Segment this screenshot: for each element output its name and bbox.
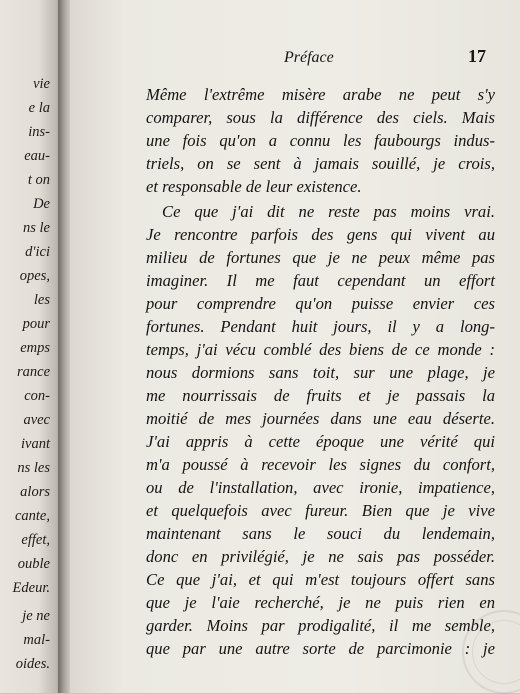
text-line: Ce que j'ai, et qui m'est toujours offert sans xyxy=(146,570,495,589)
text-line: pour comprendre qu'on puisse envier ces xyxy=(146,294,495,313)
left-fragment: t on xyxy=(27,172,50,188)
text-line: et quelquefois avec fureur. Bien que je vive xyxy=(146,501,495,520)
text-line: fortunes. Pendant huit jours, il y a long- xyxy=(146,317,495,336)
left-fragment: avec xyxy=(23,412,50,428)
text-line: moitié de mes journées dans une eau déserte. xyxy=(146,409,495,428)
left-fragment: ins- xyxy=(28,124,50,140)
left-fragment: alors xyxy=(20,484,50,500)
text-line: une fois qu'on a connu les faubourgs indus- xyxy=(146,131,495,150)
left-fragment: cante, xyxy=(14,508,50,524)
text-line: donc en privilégié, je ne sais pas posséder. xyxy=(146,547,495,566)
text-line: Ce que j'ai dit ne reste pas moins vrai. xyxy=(162,202,495,221)
text-line: m'a poussé à recevoir les signes du confort, xyxy=(146,455,495,474)
left-fragment: eau- xyxy=(24,148,50,164)
text-line: nous dormions sans toit, sur une plage, je xyxy=(146,363,495,382)
text-line: et responsable de leur existence. xyxy=(146,177,362,196)
text-line: J'ai appris à cette époque une vérité qui xyxy=(146,432,495,451)
text-line: milieu de fortunes que je ne peux même pas xyxy=(146,248,495,267)
left-fragment: rance xyxy=(16,364,50,380)
left-fragment: ns le xyxy=(23,220,50,236)
right-page xyxy=(70,0,520,693)
text-line: ou de l'installation, avec ironie, impatience, xyxy=(146,478,495,497)
left-fragment: oides. xyxy=(15,656,50,672)
left-page xyxy=(0,0,64,693)
text-line: que par une autre sorte de parcimonie : je xyxy=(146,639,495,658)
text-line: Même l'extrême misère arabe ne peut s'y xyxy=(146,85,495,104)
text-line: comparer, sous la différence des ciels. Mais xyxy=(146,108,495,127)
left-fragment: ouble xyxy=(17,556,50,572)
left-fragment: De xyxy=(33,196,50,212)
page-number: 17 xyxy=(468,46,486,66)
left-fragment: e la xyxy=(28,100,50,116)
left-fragment: Edeur. xyxy=(12,580,50,596)
left-fragment: con- xyxy=(24,388,50,404)
left-fragment: emps xyxy=(20,340,50,356)
left-fragment: mal- xyxy=(23,632,50,648)
text-line: Je rencontre parfois des gens qui vivent au xyxy=(146,225,495,244)
left-fragment: ivant xyxy=(21,436,50,452)
text-line: temps, j'ai vécu comblé des biens de ce monde : xyxy=(146,340,495,359)
text-line: garder. Moins par prodigalité, il me semble, xyxy=(146,616,495,635)
text-line: imaginer. Il me faut cependant un effort xyxy=(146,271,495,290)
left-fragment: ns les xyxy=(17,460,50,476)
left-fragment: pour xyxy=(22,316,50,332)
left-fragment: d'ici xyxy=(25,244,50,260)
text-line: me nourrissais de fruits et je passais la xyxy=(146,386,495,405)
text-line: maintenant sans le souci du lendemain, xyxy=(146,524,495,543)
running-header-title: Préface xyxy=(284,49,334,66)
text-line: que je l'aie recherché, je ne puis rien en xyxy=(146,593,495,612)
left-fragment: opes, xyxy=(19,268,50,284)
left-fragment: je ne xyxy=(22,608,50,624)
text-line: triels, on se sent à jamais souillé, je crois, xyxy=(146,154,495,173)
left-fragment: vie xyxy=(33,76,50,92)
left-fragment: effet, xyxy=(21,532,50,548)
left-fragment: les xyxy=(33,292,50,308)
